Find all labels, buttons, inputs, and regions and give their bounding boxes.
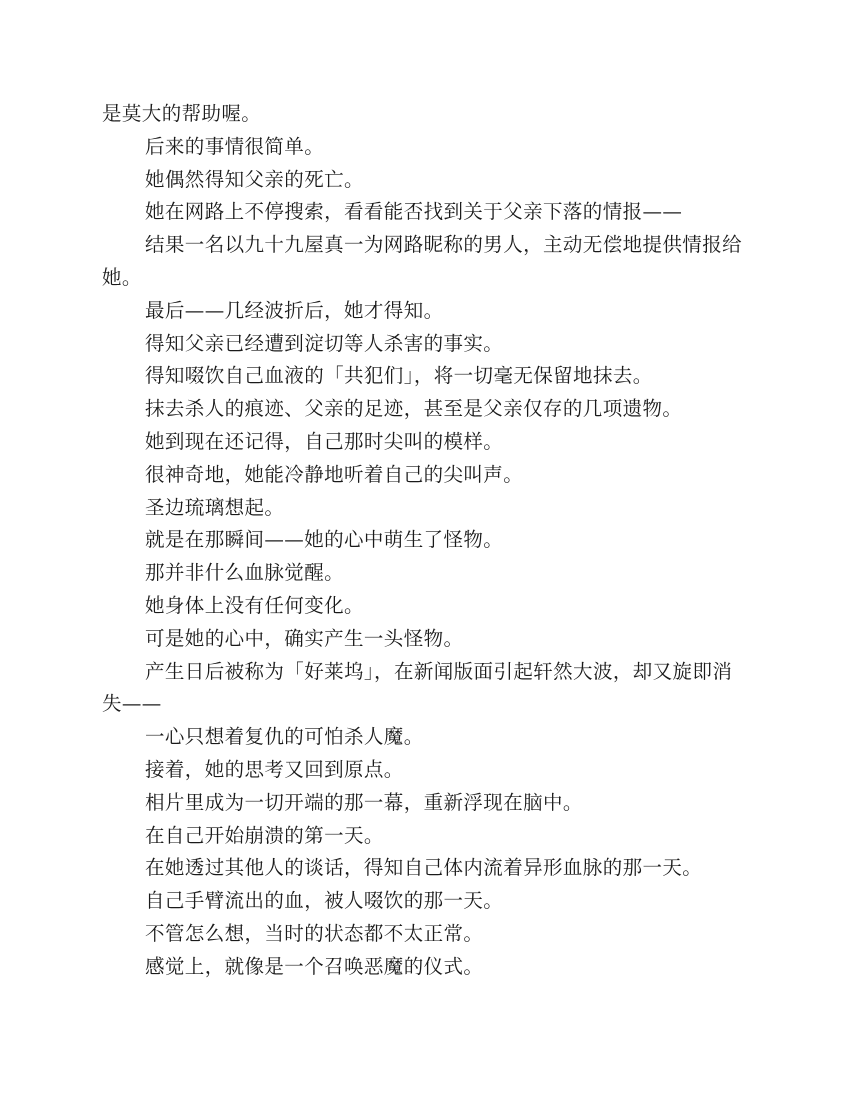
paragraph: 相片里成为一切开端的那一幕，重新浮现在脑中。 bbox=[145, 790, 583, 814]
paragraph: 自己手臂流出的血，被人啜饮的那一天。 bbox=[145, 889, 504, 913]
paragraph: 感觉上，就像是一个召唤恶魔的仪式。 bbox=[145, 954, 484, 978]
paragraph: 那并非什么血脉觉醒。 bbox=[145, 561, 345, 585]
paragraph: 得知啜饮自己血液的「共犯们」，将一切毫无保留地抹去。 bbox=[145, 364, 653, 388]
paragraph: 一心只想着复仇的可怕杀人魔。 bbox=[145, 725, 424, 749]
paragraph: 不管怎么想，当时的状态都不太正常。 bbox=[145, 921, 484, 945]
paragraph: 她身体上没有任何变化。 bbox=[145, 593, 364, 617]
paragraph: 她在网路上不停搜索，看看能否找到关于父亲下落的情报—— bbox=[145, 200, 683, 224]
paragraph: 后来的事情很简单。 bbox=[145, 134, 325, 158]
paragraph: 是莫大的帮助喔。 bbox=[102, 102, 262, 125]
paragraph: 得知父亲已经遭到淀切等人杀害的事实。 bbox=[145, 331, 504, 355]
paragraph: 最后——几经波折后，她才得知。 bbox=[145, 298, 444, 322]
paragraph: 就是在那瞬间——她的心中萌生了怪物。 bbox=[145, 528, 504, 552]
paragraph: 产生日后被称为「好莱坞」，在新闻版面引起轩然大波，却又旋即消失—— bbox=[102, 659, 733, 716]
paragraph: 她偶然得知父亲的死亡。 bbox=[145, 167, 364, 191]
body-text bbox=[102, 98, 752, 984]
paragraph: 圣边琉璃想起。 bbox=[145, 495, 285, 519]
paragraph: 在自己开始崩溃的第一天。 bbox=[145, 823, 384, 847]
paragraph: 抹去杀人的痕迹、父亲的足迹，甚至是父亲仅存的几项遗物。 bbox=[145, 397, 683, 421]
paragraph: 很神奇地，她能冷静地听着自己的尖叫声。 bbox=[145, 462, 524, 486]
paragraph: 在她透过其他人的谈话，得知自己体内流着异形血脉的那一天。 bbox=[145, 856, 703, 880]
paragraph: 接着，她的思考又回到原点。 bbox=[145, 757, 404, 781]
paragraph: 她到现在还记得，自己那时尖叫的模样。 bbox=[145, 429, 504, 453]
paragraph: 结果一名以九十九屋真一为网路昵称的男人，主动无偿地提供情报给她。 bbox=[102, 233, 743, 289]
paragraph: 可是她的心中，确实产生一头怪物。 bbox=[145, 626, 464, 650]
